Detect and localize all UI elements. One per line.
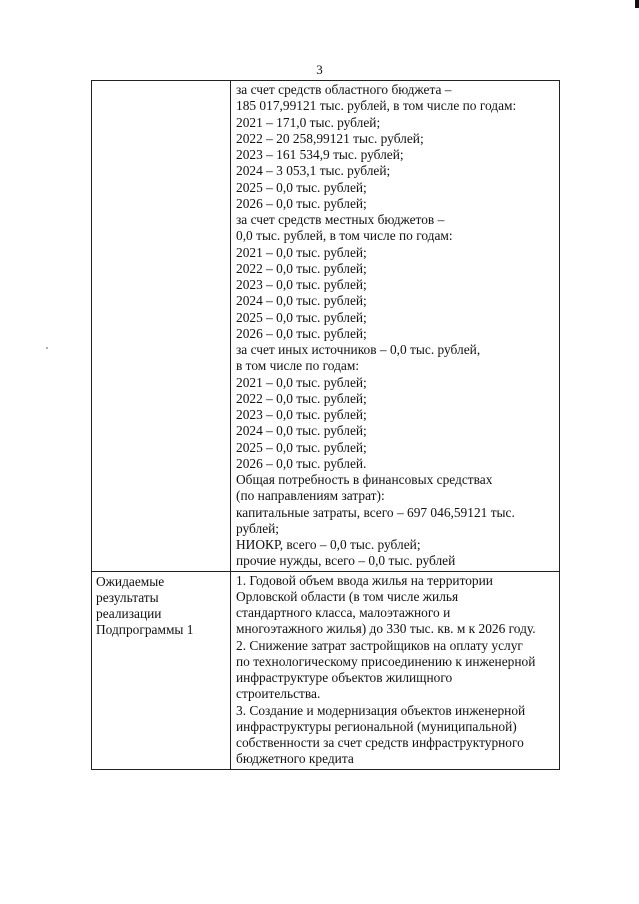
text-line: за счет иных источников – 0,0 тыс. рублей, [236, 342, 481, 357]
text-line: 2025 – 0,0 тыс. рублей; [236, 309, 367, 325]
text-line: 2023 – 0,0 тыс. рублей; [236, 407, 367, 422]
text-line: 2025 – 0,0 тыс. рублей; [236, 179, 367, 195]
text-line: 2023 – 0,0 тыс. рублей; [236, 277, 367, 292]
row-content-lines [236, 82, 556, 570]
row-label-cell [92, 571, 231, 769]
text-line: 2021 – 171,0 тыс. рублей; [236, 114, 381, 130]
text-line: Общая потребность в финансовых средствах [236, 472, 493, 487]
text-line: Ожидаемые [96, 573, 165, 589]
text-line: 2024 – 0,0 тыс. рублей; [236, 293, 367, 309]
text-line: 3. Создание и модернизация объектов инженерной [236, 702, 526, 718]
text-line: за счет средств местных бюджетов – [236, 212, 445, 227]
text-line: по технологическому присоединению к инженерной [236, 653, 536, 669]
text-line: строительства. [236, 686, 321, 702]
text-line: за счет средств областного бюджета – [236, 82, 452, 97]
text-line: 2. Снижение затрат застройщиков на оплату услуг [236, 637, 523, 653]
row-content-cell [231, 571, 560, 769]
table-row-expected-results [92, 571, 560, 769]
text-line: 2022 – 0,0 тыс. рублей; [236, 390, 367, 406]
row-content-cell [231, 81, 560, 572]
text-line: 2024 – 0,0 тыс. рублей; [236, 423, 367, 439]
text-line: 1. Годовой объем ввода жилья на территории [236, 572, 493, 588]
text-line: 2026 – 0,0 тыс. рублей. [236, 455, 367, 471]
text-line: капитальные затраты, всего – 697 046,59121 тыс. [236, 504, 515, 520]
text-line: многоэтажного жилья) до 330 тыс. кв. м к 2026 году. [236, 621, 536, 637]
text-line: собственности за счет средств инфраструктурного [236, 735, 524, 750]
text-line: инфраструктуры региональной (муниципальной) [236, 718, 517, 734]
text-line: 185 017,99121 тыс. рублей, в том числе по годам: [236, 98, 517, 114]
text-line: инфраструктуре объектов жилищного [236, 670, 453, 685]
scan-corner-mark [635, 0, 639, 8]
text-line: Подпрограммы 1 [96, 622, 194, 638]
scan-speck [46, 347, 48, 349]
text-line: результаты [96, 589, 159, 605]
text-line: 2021 – 0,0 тыс. рублей; [236, 374, 367, 390]
text-line: рублей; [236, 520, 280, 536]
text-line: 2025 – 0,0 тыс. рублей; [236, 439, 367, 455]
text-line: прочие нужды, всего – 0,0 тыс. рублей [236, 553, 456, 569]
text-line: 2022 – 20 258,99121 тыс. рублей; [236, 130, 424, 146]
page-number: 3 [316, 62, 323, 77]
text-line: 2022 – 0,0 тыс. рублей; [236, 260, 367, 276]
row-content-lines [236, 573, 556, 768]
row-label-lines [96, 574, 228, 639]
text-line: 2026 – 0,0 тыс. рублей; [236, 325, 367, 341]
text-line: 2023 – 161 534,9 тыс. рублей; [236, 147, 404, 162]
text-line: 2024 – 3 053,1 тыс. рублей; [236, 163, 391, 179]
text-line: реализации [96, 606, 162, 621]
text-line: 2021 – 0,0 тыс. рублей; [236, 244, 367, 260]
text-line: 2026 – 0,0 тыс. рублей; [236, 195, 367, 211]
text-line: стандартного класса, малоэтажного и [236, 605, 451, 620]
table-row-financing [92, 81, 560, 572]
text-line: в том числе по годам: [236, 358, 360, 374]
row-label-cell [92, 81, 231, 572]
text-line: Орловской области (в том числе жилья [236, 588, 459, 604]
text-line: 0,0 тыс. рублей, в том числе по годам: [236, 228, 453, 244]
program-table [91, 80, 560, 770]
text-line: бюджетного кредита [236, 751, 354, 767]
text-line: (по направлениям затрат): [236, 488, 385, 504]
text-line: НИОКР, всего – 0,0 тыс. рублей; [236, 537, 421, 552]
